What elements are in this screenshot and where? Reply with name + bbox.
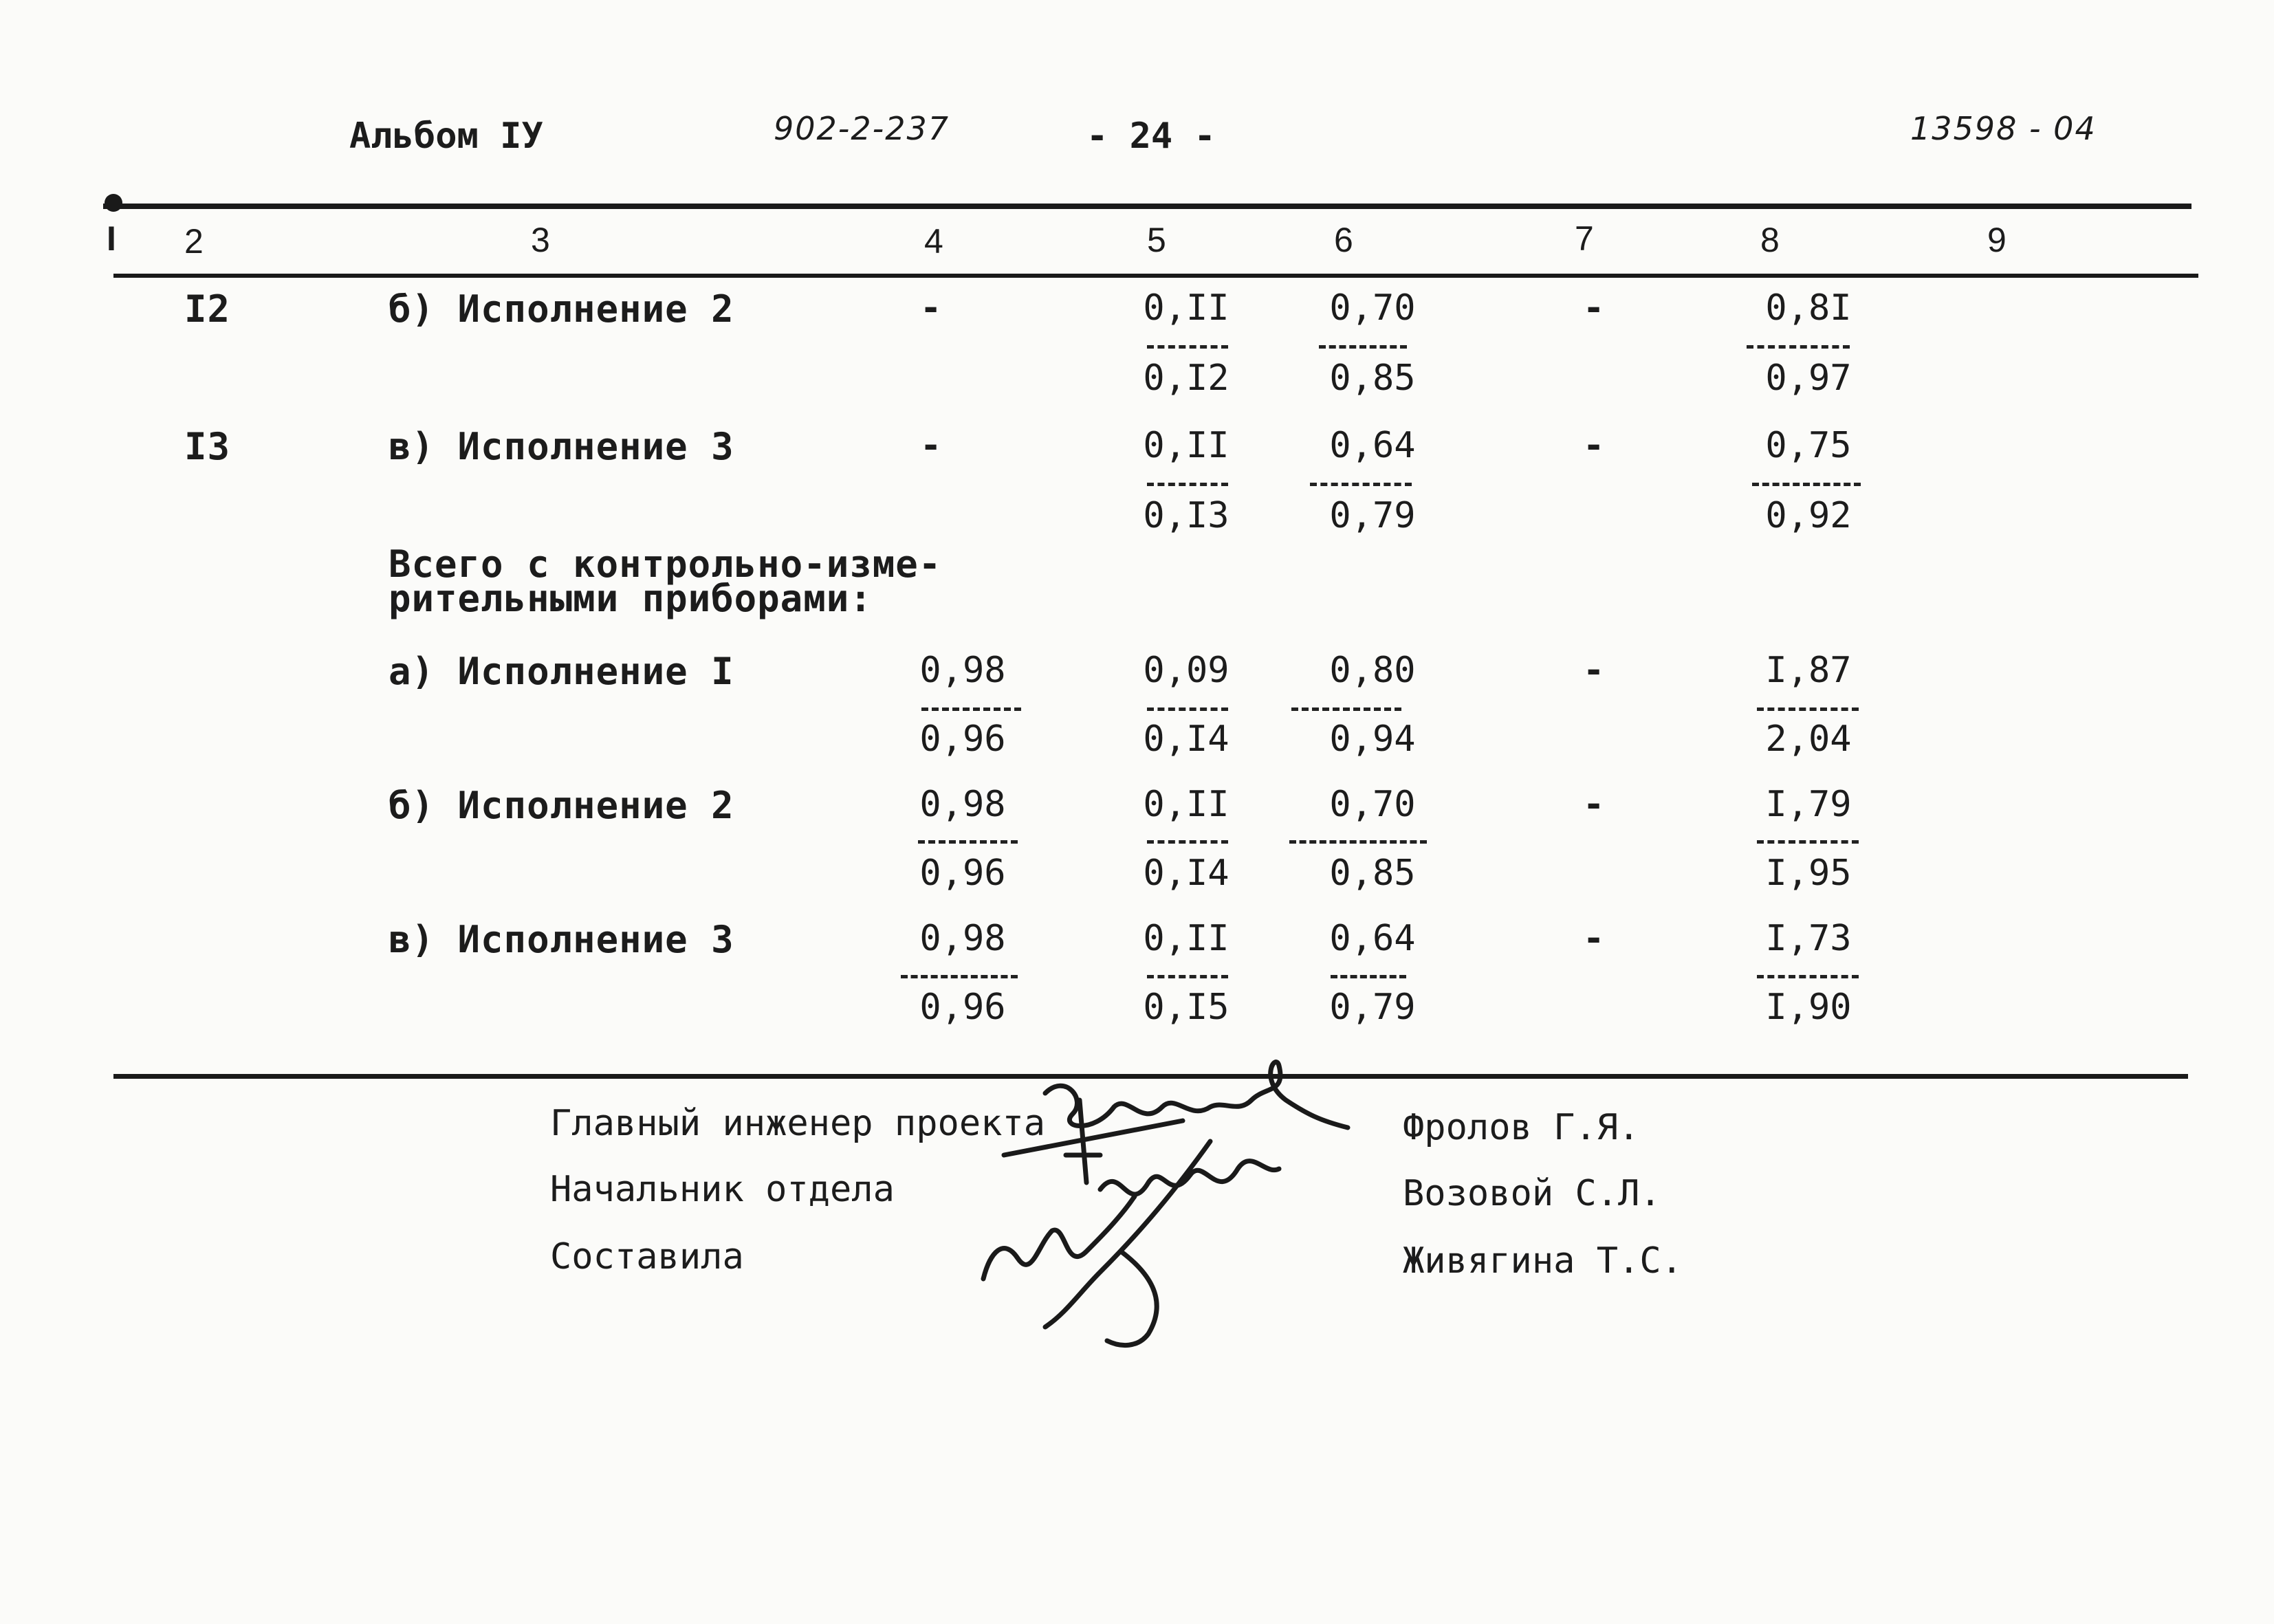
numerator: 0,II xyxy=(1143,918,1229,959)
denominator: 0,I5 xyxy=(1143,987,1229,1028)
column-number: 4 xyxy=(924,222,943,261)
numerator: I,87 xyxy=(1765,650,1852,691)
numerator: 0,80 xyxy=(1329,650,1416,691)
total-heading-line: Всего с контрольно-изме- xyxy=(389,542,942,586)
fraction-bar xyxy=(1147,483,1228,486)
row-name: б) Исполнение 2 xyxy=(389,287,734,331)
signatory-role: Главный инженер проекта xyxy=(550,1103,1046,1144)
cell-col4: - xyxy=(920,425,942,466)
numerator: 0,70 xyxy=(1329,784,1416,825)
denominator: 0,97 xyxy=(1765,358,1852,399)
column-number: 7 xyxy=(1575,219,1594,258)
numerator: 0,64 xyxy=(1329,425,1416,466)
total-heading-line: рительными приборами: xyxy=(389,577,873,620)
numerator: 0,64 xyxy=(1329,918,1416,959)
denominator: 0,85 xyxy=(1329,853,1416,894)
signature-stroke xyxy=(983,1196,1135,1279)
punch-mark xyxy=(105,194,122,212)
denominator: 2,04 xyxy=(1765,718,1852,760)
row-name: в) Исполнение 3 xyxy=(389,425,734,468)
fraction-bar xyxy=(1291,707,1401,711)
cell-col7: - xyxy=(1583,425,1605,466)
column-number: 3 xyxy=(531,221,550,259)
series-number: 902-2-237 xyxy=(774,110,950,147)
denominator: 0,96 xyxy=(919,987,1006,1028)
numerator: 0,8I xyxy=(1765,287,1852,329)
denominator: I,95 xyxy=(1765,853,1852,894)
numerator: I,73 xyxy=(1765,918,1852,959)
denominator: 0,85 xyxy=(1329,358,1416,399)
fraction-bar xyxy=(901,975,1018,978)
numerator: 0,70 xyxy=(1329,287,1416,329)
fraction-bar xyxy=(1752,483,1861,486)
total-heading xyxy=(389,542,942,620)
numerator: I,79 xyxy=(1765,784,1852,825)
row-number: I2 xyxy=(184,287,231,331)
fraction-bar xyxy=(1747,345,1850,349)
denominator: I,90 xyxy=(1765,987,1852,1028)
fraction-bar xyxy=(921,707,1021,711)
fraction-bar xyxy=(1147,975,1228,978)
fraction-bar xyxy=(1310,483,1412,486)
cell-col7: - xyxy=(1583,287,1605,329)
fraction-bar xyxy=(1319,345,1407,349)
denominator: 0,79 xyxy=(1329,987,1416,1028)
numerator: 0,98 xyxy=(919,918,1006,959)
fraction-bar xyxy=(1757,975,1859,978)
signatory-role: Начальник отдела xyxy=(550,1169,895,1210)
header-bottom-rule xyxy=(113,274,2198,278)
numerator: 0,09 xyxy=(1143,650,1229,691)
table-top-rule xyxy=(103,204,2191,209)
numerator: 0,II xyxy=(1143,784,1229,825)
denominator: 0,96 xyxy=(919,718,1006,760)
fraction-bar xyxy=(1147,345,1228,349)
denominator: 0,92 xyxy=(1765,495,1852,536)
handwritten-signature-graphic xyxy=(963,1052,1389,1368)
fraction-bar xyxy=(1757,707,1859,711)
denominator: 0,94 xyxy=(1329,718,1416,760)
fraction-bar xyxy=(1289,840,1427,844)
numerator: 0,98 xyxy=(919,784,1006,825)
column-number: 5 xyxy=(1147,221,1166,259)
column-number: 9 xyxy=(1987,221,2007,259)
signature-stroke xyxy=(1107,1251,1157,1346)
signatory-role: Составила xyxy=(550,1236,744,1277)
numerator: 0,II xyxy=(1143,287,1229,329)
row-name: а) Исполнение I xyxy=(389,650,734,693)
fraction-bar xyxy=(1331,975,1406,978)
row-name: в) Исполнение 3 xyxy=(389,918,734,961)
denominator: 0,I4 xyxy=(1143,853,1229,894)
cell-col7: - xyxy=(1583,918,1605,959)
album-label: Альбом IУ xyxy=(349,116,543,157)
fraction-bar xyxy=(1147,840,1228,844)
page-number: - 24 - xyxy=(1086,116,1216,157)
document-number: 13598 - 04 xyxy=(1910,110,2097,147)
cell-col7: - xyxy=(1583,650,1605,691)
denominator: 0,96 xyxy=(919,853,1006,894)
numerator: 0,98 xyxy=(919,650,1006,691)
signature-stroke xyxy=(1045,1141,1210,1327)
signature-stroke xyxy=(1045,1062,1348,1128)
denominator: 0,I3 xyxy=(1143,495,1229,536)
numerator: 0,75 xyxy=(1765,425,1852,466)
row-name: б) Исполнение 2 xyxy=(389,784,734,827)
signatory-name: Фролов Г.Я. xyxy=(1403,1107,1640,1148)
column-number: 6 xyxy=(1334,221,1353,259)
fraction-bar xyxy=(1757,840,1859,844)
signatory-name: Возовой С.Л. xyxy=(1403,1173,1661,1214)
column-number: I xyxy=(107,219,116,258)
fraction-bar xyxy=(1147,707,1228,711)
numerator: 0,II xyxy=(1143,425,1229,466)
signature-stroke xyxy=(1004,1121,1183,1155)
denominator: 0,I4 xyxy=(1143,718,1229,760)
column-number: 2 xyxy=(184,222,204,261)
signatory-name: Живягина Т.С. xyxy=(1403,1240,1683,1282)
denominator: 0,79 xyxy=(1329,495,1416,536)
cell-col4: - xyxy=(920,287,942,329)
cell-col7: - xyxy=(1583,784,1605,825)
row-number: I3 xyxy=(184,425,231,468)
denominator: 0,I2 xyxy=(1143,358,1229,399)
fraction-bar xyxy=(918,840,1018,844)
column-number: 8 xyxy=(1760,221,1780,259)
